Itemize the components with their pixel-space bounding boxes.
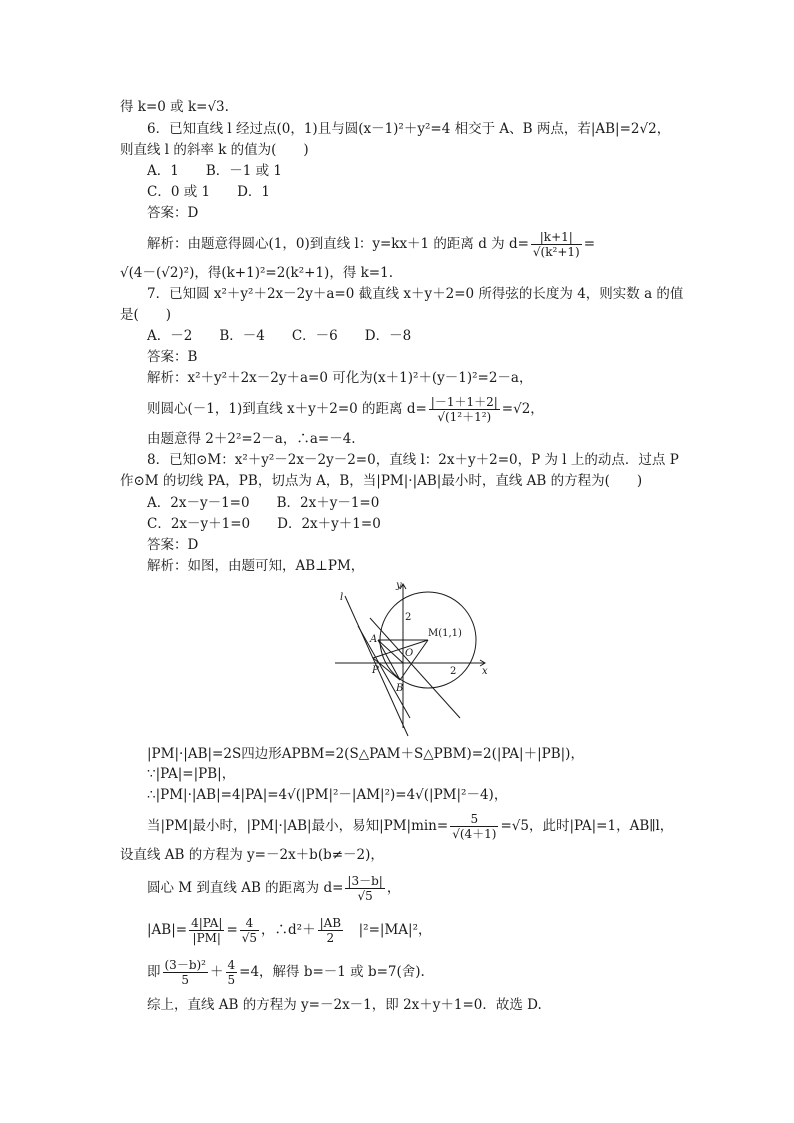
text: ，∴d²＋ — [261, 922, 316, 938]
numerator: |AB — [319, 916, 342, 930]
numerator: 4|PA| — [191, 916, 223, 930]
denominator: √5 — [357, 889, 373, 903]
fraction — [226, 958, 238, 987]
denominator: 2 — [326, 931, 335, 945]
line-18: A．2x－y－1=0 B．2x＋y－1=0 — [147, 495, 380, 511]
label-p: P — [372, 665, 379, 676]
label-o: O — [405, 648, 414, 659]
numerator: 5 — [450, 812, 498, 827]
line-09: 7．已知圆 x²＋y²＋2x－2y＋a=0 截直线 x＋y＋2=0 所得弦的长度为 4，则实数 a 的值 — [147, 286, 684, 302]
fraction — [240, 916, 259, 945]
text: ， — [386, 880, 401, 896]
line-24: ∴|PM|·|AB|=4|PA|=4√(|PM|²－|AM|²)=4√(|PM|²－4)， — [147, 787, 508, 803]
fraction — [345, 874, 384, 903]
line-26: 设直线 AB 的方程为 y=－2x＋b(b≠－2)， — [120, 847, 384, 863]
line-03: 则直线 l 的斜率 k 的值为( ) — [120, 142, 309, 158]
line-30: 综上，直线 AB 的方程为 y=－2x－1，即 2x＋y＋1=0．故选 D. — [147, 997, 542, 1013]
denominator: √(1²＋1²) — [437, 410, 492, 424]
line-08: √(4－(√2)²)，得(k+1)²=2(k²+1)，得 k=1. — [120, 265, 393, 281]
text: =4，解得 b=－1 或 b=7(舍). — [239, 964, 425, 980]
line-04: A．1 B．－1 或 1 — [147, 163, 283, 179]
line-11: A．－2 B．－4 C．－6 D．－8 — [147, 328, 412, 344]
text: |AB|= — [147, 922, 188, 938]
tick-label-x: 2 — [450, 666, 457, 677]
text: =√2， — [501, 401, 544, 417]
denominator: √(k²+1) — [532, 245, 580, 259]
segment-bm — [400, 640, 428, 680]
label-l: l — [340, 592, 344, 603]
line-23: ∵|PA|=|PB|， — [147, 766, 236, 782]
line-12: 答案：B — [147, 349, 198, 365]
line-05: C．0 或 1 D．1 — [147, 184, 271, 200]
line-27 — [147, 874, 400, 903]
geometry-figure — [330, 578, 510, 738]
text: 即 — [147, 964, 161, 980]
label-m: M(1,1) — [428, 628, 462, 639]
line-15: 由题意得 2＋2²=2－a，∴a=－4. — [147, 431, 356, 447]
text: |²=|MA|²， — [345, 922, 432, 938]
line-21: 解析：如图，由题可知，AB⊥PM， — [147, 558, 365, 574]
line-25 — [147, 812, 673, 841]
fraction — [189, 916, 224, 945]
denominator: 5 — [227, 973, 236, 987]
text: ＋ — [210, 964, 224, 980]
text: 圆心 M 到直线 AB 的距离为 d= — [147, 880, 344, 896]
denominator: |PM| — [192, 931, 221, 945]
text: 则圆心(－1，1)到直线 x＋y＋2=0 的距离 d= — [147, 401, 427, 417]
line-19: C．2x－y＋1=0 D．2x＋y＋1=0 — [147, 516, 381, 532]
numerator: 4 — [240, 916, 259, 931]
numerator: 4 — [227, 958, 236, 972]
numerator: |－1＋1＋2| — [430, 395, 498, 409]
line-17: 作⊙M 的切线 PA，PB，切点为 A，B，当|PM|·|AB|最小时，直线 AB 的方程为( ) — [120, 473, 643, 489]
fraction — [450, 812, 498, 841]
fraction — [163, 958, 209, 987]
text: =√5，此时|PA|=1，AB∥l， — [500, 818, 674, 834]
line-20: 答案：D — [147, 537, 199, 553]
denominator: √5 — [241, 931, 258, 945]
segment-ab — [378, 640, 400, 680]
text: = — [226, 922, 238, 938]
fraction — [318, 916, 344, 945]
label-x: x — [482, 666, 488, 677]
line-06: 答案：D — [147, 205, 199, 221]
fraction — [429, 395, 500, 424]
text: 当|PM|最小时，|PM|·|AB|最小，易知|PM|min= — [147, 818, 449, 834]
line-22: |PM|·|AB|=2S四边形APBM=2(S△PAM＋S△PBM)=2(|PA|＋|PB|)， — [147, 746, 584, 762]
numerator: |3－b| — [347, 874, 383, 888]
fraction — [531, 230, 582, 259]
tick-label-y: 2 — [405, 612, 412, 623]
line-07 — [147, 230, 595, 259]
label-a: A — [370, 634, 378, 645]
line-01: 得 k=0 或 k=√3. — [120, 99, 229, 115]
denominator: √(4＋1) — [452, 827, 497, 841]
label-y: y — [396, 580, 402, 591]
line-16: 8．已知⊙M：x²＋y²－2x－2y－2=0，直线 l：2x＋y＋2=0，P 为 l 上的动点．过点 P — [147, 452, 679, 468]
line-13: 解析：x²＋y²＋2x－2y＋a=0 可化为(x＋1)²＋(y－1)²=2－a， — [147, 370, 533, 386]
numerator: (3－b)² — [164, 958, 206, 972]
line-02: 6．已知直线 l 经过点(0，1)且与圆(x－1)²＋y²=4 相交于 A、B 两点，若|AB|=2√2， — [147, 121, 671, 137]
label-b: B — [396, 683, 404, 694]
denominator: 5 — [181, 973, 190, 987]
line-28 — [147, 916, 431, 945]
line-29 — [147, 958, 425, 987]
numerator: |k+1| — [531, 230, 582, 245]
line-14 — [147, 395, 544, 424]
text: = — [583, 236, 595, 252]
line-10: 是( ) — [120, 307, 172, 323]
text: 解析：由题意得圆心(1，0)到直线 l：y=kx＋1 的距离 d 为 d= — [147, 236, 529, 252]
